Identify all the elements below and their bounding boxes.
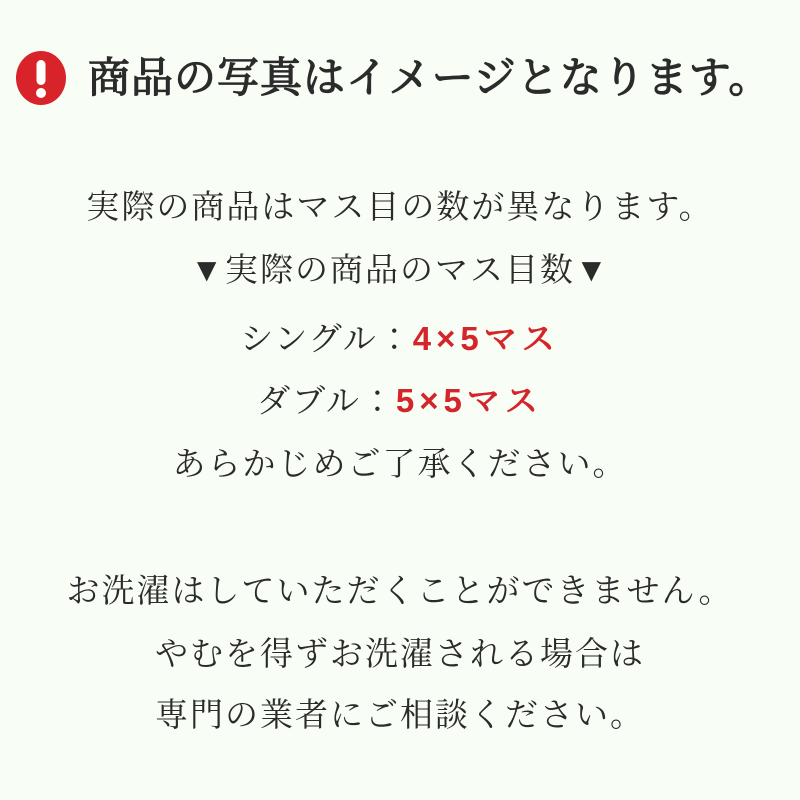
notice-title: 商品の写真はイメージとなります。 — [88, 54, 772, 101]
alert-exclamation-icon — [16, 51, 66, 105]
washing-note-line3: 専門の業者にご相談ください。 — [155, 696, 645, 733]
single-size-line — [0, 322, 800, 357]
single-size-value: 4×5マス — [412, 320, 560, 357]
double-size-line — [0, 384, 800, 419]
acknowledge-note: あらかじめご了承ください。 — [172, 445, 628, 482]
washing-note-line2: やむを得ずお洗濯される場合は — [155, 635, 645, 672]
single-size-label: シングル： — [240, 320, 413, 357]
grid-count-note: 実際の商品はマス目の数が異なります。 — [86, 188, 714, 225]
grid-count-header: ▼実際の商品のマス目数▼ — [190, 251, 610, 288]
washing-note-line1: お洗濯はしていただくことができません。 — [66, 572, 734, 609]
notice-header — [16, 48, 800, 108]
double-size-label: ダブル： — [257, 382, 396, 419]
double-size-value: 5×5マス — [395, 382, 543, 419]
